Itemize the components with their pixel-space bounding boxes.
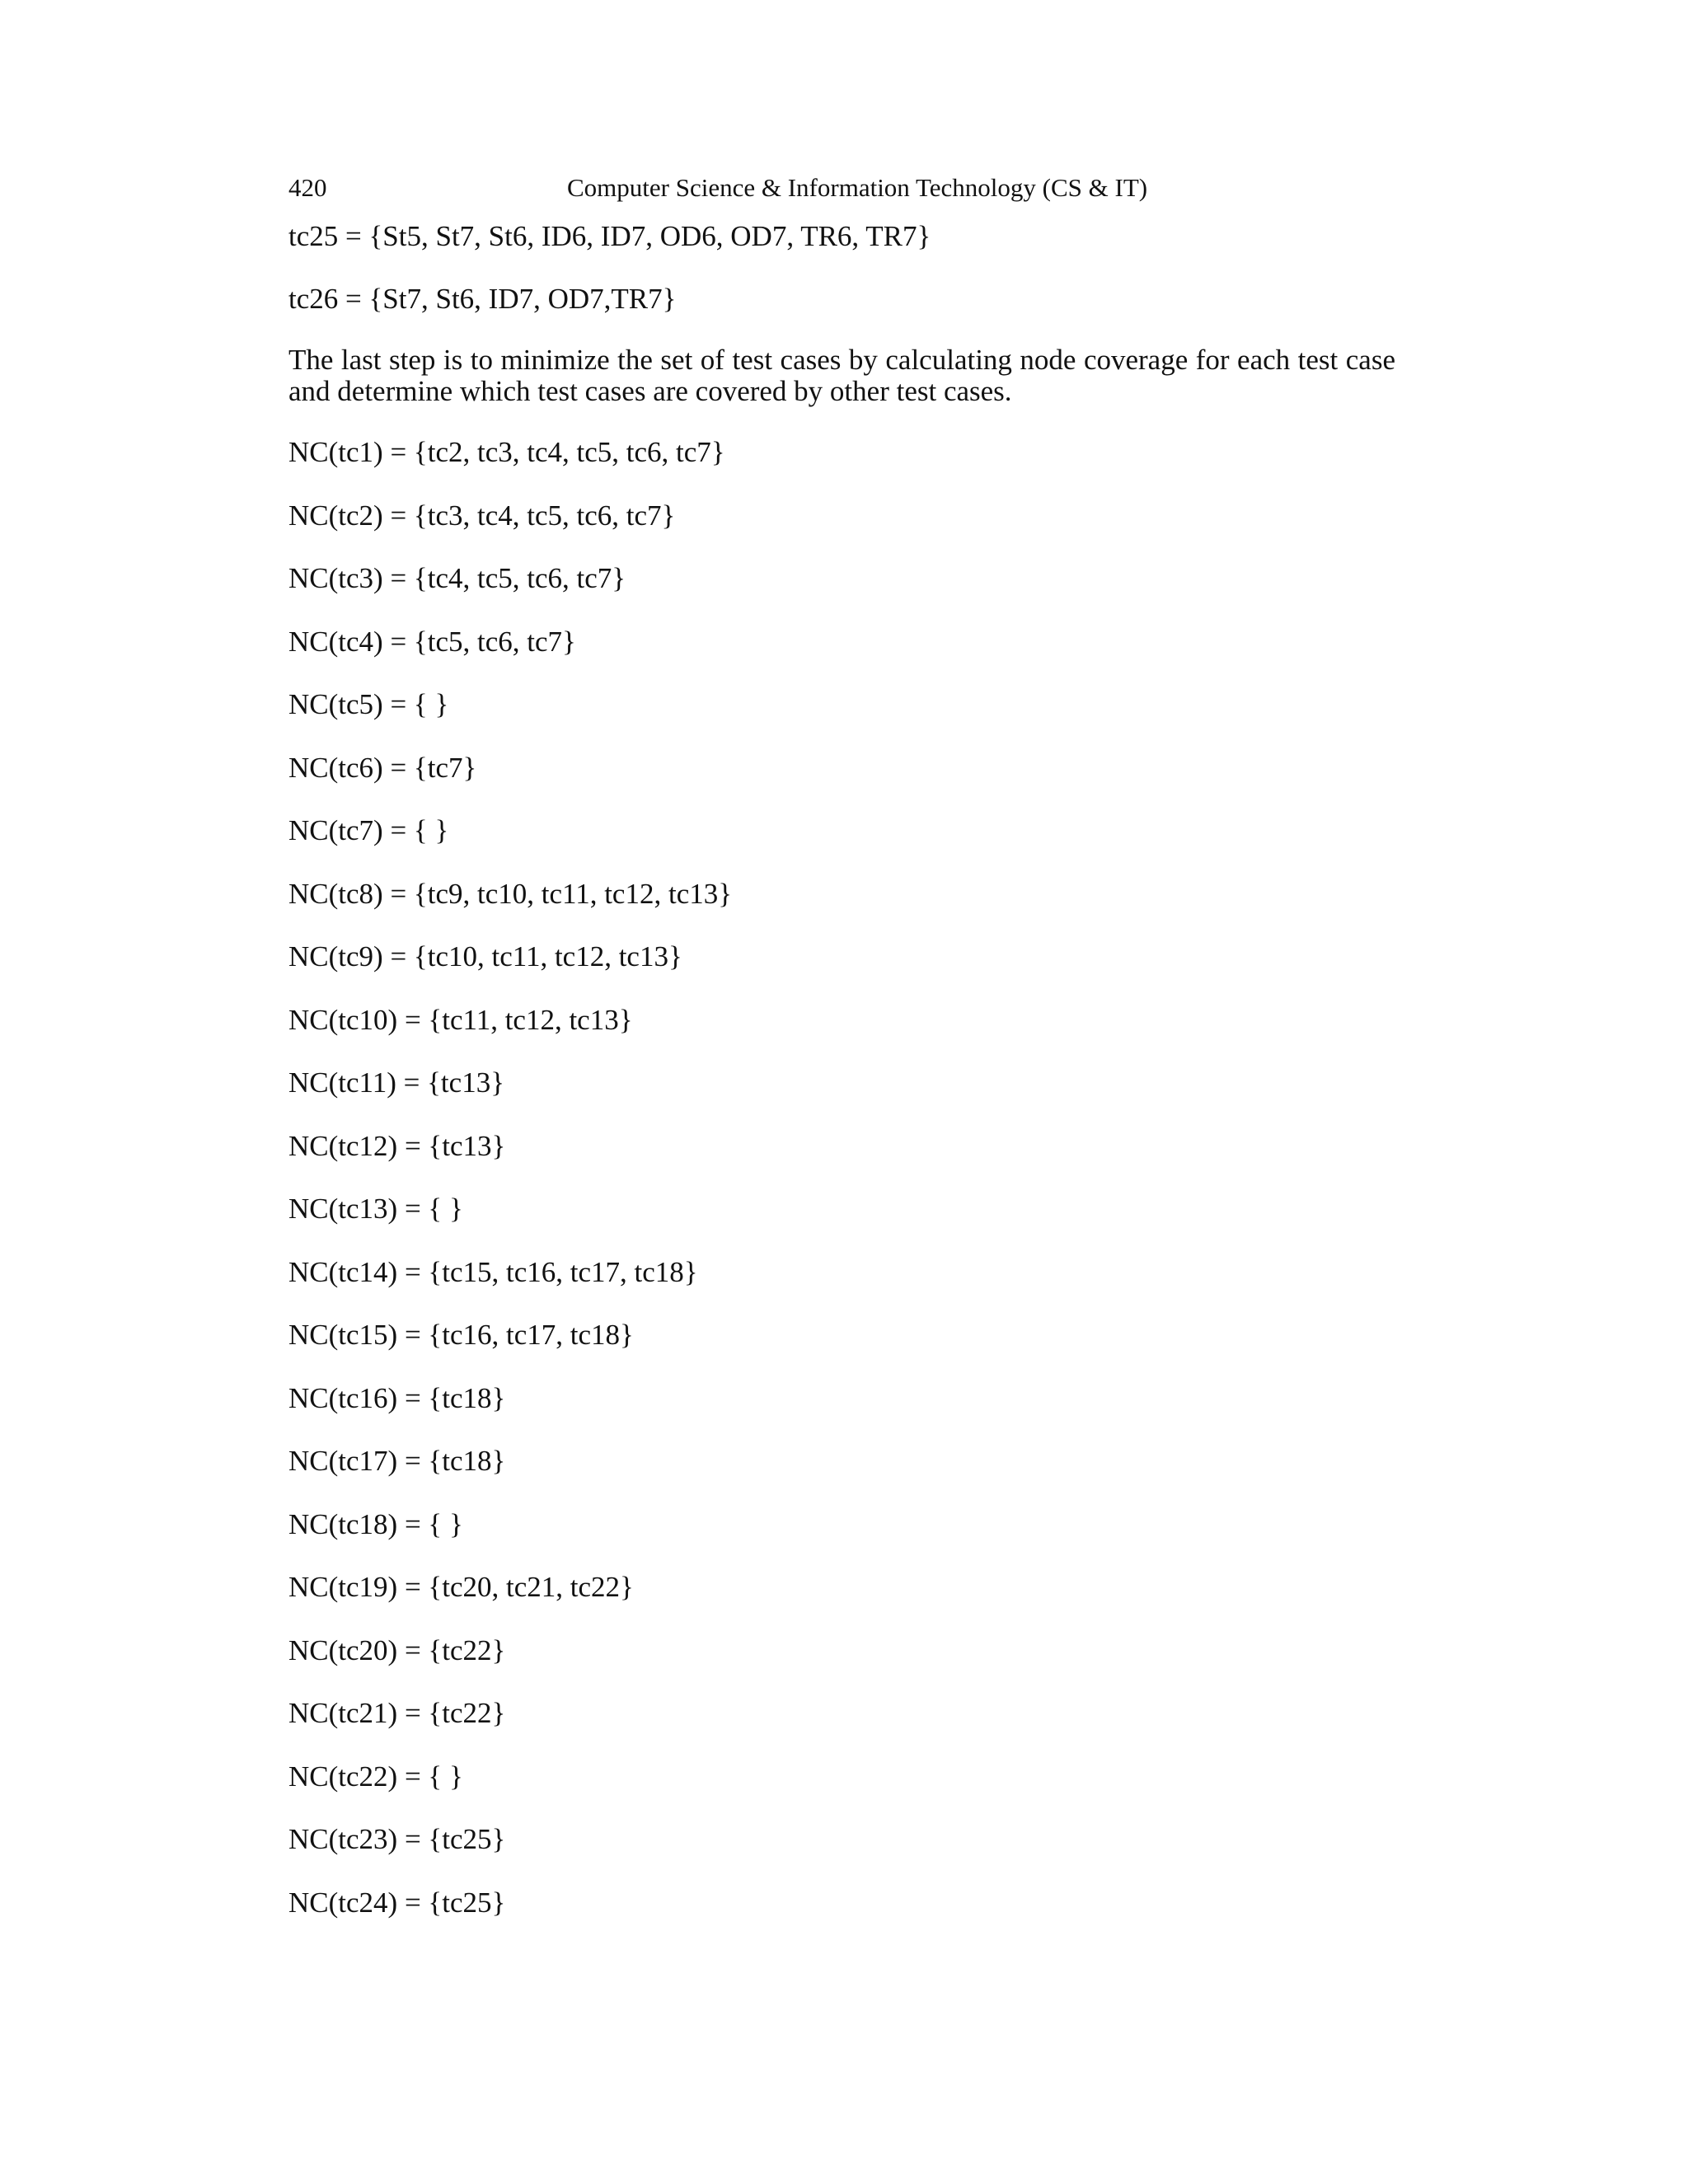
node-coverage-line: NC(tc10) = {tc11, tc12, tc13} bbox=[288, 1003, 633, 1036]
node-coverage-line: NC(tc11) = {tc13} bbox=[288, 1066, 504, 1099]
node-coverage-line: NC(tc20) = {tc22} bbox=[288, 1633, 506, 1666]
page-number: 420 bbox=[288, 173, 327, 202]
node-coverage-line: NC(tc6) = {tc7} bbox=[288, 751, 477, 784]
node-coverage-line: NC(tc12) = {tc13} bbox=[288, 1129, 506, 1162]
node-coverage-line: NC(tc21) = {tc22} bbox=[288, 1697, 506, 1729]
node-coverage-line: NC(tc24) = {tc25} bbox=[288, 1886, 506, 1919]
node-coverage-line: NC(tc9) = {tc10, tc11, tc12, tc13} bbox=[288, 940, 682, 972]
running-header: Computer Science & Information Technology (CS & IT) bbox=[567, 173, 1148, 202]
page-body bbox=[288, 219, 1395, 1948]
test-case-tc25: tc25 = {St5, St7, St6, ID6, ID7, OD6, OD7, TR6, TR7} bbox=[288, 220, 931, 252]
test-case-tc26: tc26 = {St7, St6, ID7, OD7,TR7} bbox=[288, 283, 677, 315]
node-coverage-line: NC(tc13) = { } bbox=[288, 1193, 463, 1225]
node-coverage-line: NC(tc15) = {tc16, tc17, tc18} bbox=[288, 1319, 634, 1351]
node-coverage-list bbox=[288, 435, 1395, 1920]
node-coverage-line: NC(tc16) = {tc18} bbox=[288, 1381, 506, 1414]
node-coverage-line: NC(tc2) = {tc3, tc4, tc5, tc6, tc7} bbox=[288, 499, 676, 532]
node-coverage-line: NC(tc17) = {tc18} bbox=[288, 1445, 506, 1477]
body-paragraph: The last step is to minimize the set of test cases by calculating node coverage for each test case and determine which test cases are covered by other test cases. bbox=[288, 344, 1395, 407]
node-coverage-line: NC(tc4) = {tc5, tc6, tc7} bbox=[288, 625, 576, 658]
node-coverage-line: NC(tc18) = { } bbox=[288, 1507, 463, 1540]
node-coverage-line: NC(tc5) = { } bbox=[288, 688, 449, 720]
node-coverage-line: NC(tc22) = { } bbox=[288, 1760, 463, 1793]
node-coverage-line: NC(tc1) = {tc2, tc3, tc4, tc5, tc6, tc7} bbox=[288, 436, 725, 468]
node-coverage-line: NC(tc8) = {tc9, tc10, tc11, tc12, tc13} bbox=[288, 877, 733, 910]
node-coverage-line: NC(tc23) = {tc25} bbox=[288, 1823, 506, 1855]
node-coverage-line: NC(tc19) = {tc20, tc21, tc22} bbox=[288, 1571, 634, 1603]
node-coverage-line: NC(tc3) = {tc4, tc5, tc6, tc7} bbox=[288, 562, 626, 594]
node-coverage-line: NC(tc7) = { } bbox=[288, 814, 449, 846]
node-coverage-line: NC(tc14) = {tc15, tc16, tc17, tc18} bbox=[288, 1255, 698, 1288]
